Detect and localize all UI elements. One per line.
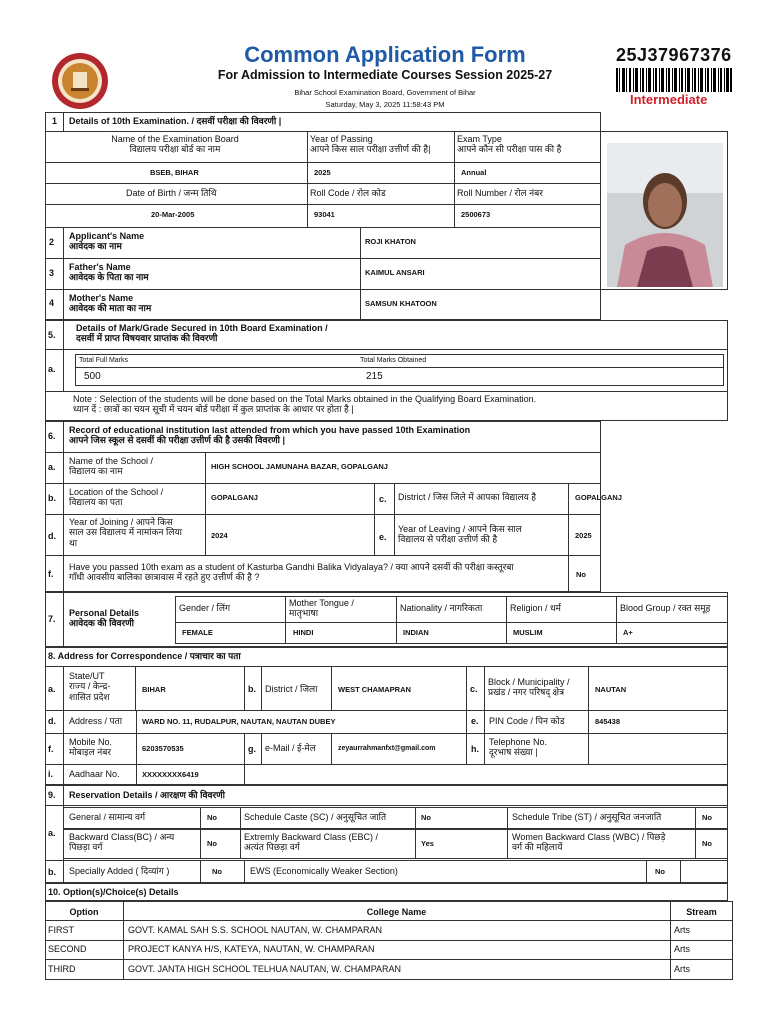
year-label-hi: आपने किस साल परीक्षा उत्तीर्ण की है| <box>310 144 431 155</box>
bc-label-2: पिछड़ा वर्ग <box>69 842 103 853</box>
section-7-number: 7. <box>48 614 56 624</box>
mobile-value: 6203570535 <box>142 744 184 753</box>
state-label-1: State/UT <box>69 671 105 681</box>
pin-label: PIN Code / पिन कोड <box>489 716 565 726</box>
section-6b-number: b. <box>48 493 56 503</box>
stream-tag: Intermediate <box>630 92 708 107</box>
school-name-label-hi: विद्यालय का नाम <box>69 466 123 477</box>
kgbv-label-2: गाँधी आवसीय बालिका छात्रावास में रहते हुए उत्तीर्ण की है ? <box>69 572 260 583</box>
section-9a-number: a. <box>48 828 56 838</box>
section-1-number: 1 <box>52 116 58 126</box>
sc-value: No <box>421 813 431 822</box>
applicant-name-label-hi: आवेदक का नाम <box>69 241 122 252</box>
ebc-label-2: अत्यंत पिछड़ा वर्ग <box>244 842 300 853</box>
year-of-leaving-label-1: Year of Leaving / आपने किस साल <box>398 524 522 534</box>
roll-code-value: 93041 <box>314 210 335 219</box>
application-number: 25J37967376 <box>616 45 732 65</box>
section-8b-number: b. <box>248 684 256 694</box>
father-name-label-en: Father's Name <box>69 262 131 272</box>
exam-type-label <box>457 134 561 155</box>
year-of-joining-label-1: Year of Joining / आपने किस <box>69 517 173 527</box>
total-obtained-label: Total Marks Obtained <box>360 357 427 364</box>
mother-tongue-value: HINDI <box>293 628 314 637</box>
year-value: 2025 <box>314 168 331 177</box>
option-row-3-option: THIRD <box>48 964 76 974</box>
barcode <box>616 68 732 92</box>
wbc-label-1: Women Backward Class (WBC) / पिछड़े <box>512 832 666 842</box>
mother-name-label-hi: आवेदक की माता का नाम <box>69 303 152 314</box>
section-8e-number: e. <box>471 716 479 726</box>
option-header: Option <box>69 907 99 917</box>
section-6a-number: a. <box>48 462 56 472</box>
applicant-name-value: ROJI KHATON <box>365 237 416 246</box>
block-label-1: Block / Municipality / <box>488 677 570 687</box>
section-6-title <box>69 425 470 446</box>
bc-label-1: Backward Class(BC) / अन्य <box>69 832 175 842</box>
section-8c-number: c. <box>470 684 478 694</box>
form-title: Common Application Form <box>244 42 526 67</box>
school-name-label-en: Name of the School / <box>69 456 154 466</box>
email-value: zeyaurrahmanfxt@gmail.com <box>338 745 436 752</box>
section-6f-number: f. <box>48 569 54 579</box>
school-district-value: GOPALGANJ <box>575 493 622 502</box>
mother-tongue-header: Mother Tongue / मातृभाषा <box>289 598 354 619</box>
option-row-2-option: SECOND <box>48 944 87 954</box>
kgbv-label <box>69 562 564 583</box>
st-value: No <box>702 813 712 822</box>
option-row-3-stream: Arts <box>674 964 691 974</box>
section-8g-number: g. <box>248 744 256 754</box>
year-of-leaving-value: 2025 <box>575 531 592 540</box>
block-value: NAUTAN <box>595 685 627 694</box>
religion-value: MUSLIM <box>513 628 543 637</box>
board-value: BSEB, BIHAR <box>150 168 199 177</box>
option-row-2-stream: Arts <box>674 944 691 954</box>
section-5-title <box>76 323 328 344</box>
section-5-title-en: Details of Mark/Grade Secured in 10th Board Examination / <box>76 323 328 333</box>
school-name-label <box>69 456 153 477</box>
dob-label: Date of Birth / जन्म तिथि <box>126 188 217 198</box>
section-4-number: 4 <box>49 298 55 308</box>
pin-value: 845438 <box>595 717 621 726</box>
block-label-2: प्रखंड / नगर परिषद् क्षेत्र <box>488 687 565 698</box>
wbc-label <box>512 832 665 853</box>
mother-name-label <box>69 293 151 314</box>
section-5-title-hi: दसवीं में प्राप्त विषयवार प्राप्तांक की विवरणी <box>76 333 218 344</box>
sc-label: Schedule Caste (SC) / अनुसूचित जाति <box>244 812 387 822</box>
section-8d-number: d. <box>48 716 56 726</box>
telephone-label <box>489 737 547 758</box>
board-label-hi: विद्यालय परीक्षा बोर्ड का नाम <box>129 144 221 155</box>
mother-name-label-en: Mother's Name <box>69 293 134 303</box>
father-name-label-hi: आवेदक के पिता का नाम <box>69 272 149 283</box>
disabled-label: Specially Added ( दिव्यांग ) <box>69 866 170 876</box>
section-5a-number: a. <box>48 364 56 374</box>
state-label <box>69 671 110 702</box>
section-8h-number: h. <box>471 744 479 754</box>
section-8f-number: f. <box>48 744 54 754</box>
state-label-2: राज्य / केन्द्र- <box>69 681 111 692</box>
section-9b-number: b. <box>48 867 56 877</box>
section-6e-number: e. <box>379 532 387 542</box>
applicant-name-label <box>69 231 144 252</box>
section-6c-number: c. <box>379 494 387 504</box>
school-name-value: HIGH SCHOOL JAMUNAHA BAZAR, GOPALGANJ <box>211 462 388 471</box>
section-1-title: Details of 10th Examination. / दसवीं परीक्षा की विवरणी | <box>69 116 282 126</box>
ews-label: EWS (Economically Weaker Section) <box>250 866 398 876</box>
section-5-number: 5. <box>48 330 56 340</box>
year-of-joining-label-2: साल उस विद्यालय में नामांकन लिया <box>69 527 183 538</box>
address-section-title: 8. Address for Correspondence / पत्राचार का पता <box>48 651 241 661</box>
roll-number-value: 2500673 <box>461 210 491 219</box>
block-label <box>488 677 570 698</box>
ebc-value: Yes <box>421 839 434 848</box>
school-location-label <box>69 487 163 508</box>
wbc-value: No <box>702 839 712 848</box>
exam-type-label-en: Exam Type <box>457 134 502 144</box>
section-6d-number: d. <box>48 531 56 541</box>
print-datetime: Saturday, May 3, 2025 11:58:43 PM <box>325 100 445 109</box>
blood-group-value: A+ <box>623 628 633 637</box>
gender-value: FEMALE <box>182 628 213 637</box>
section-2-number: 2 <box>49 237 55 247</box>
form-subtitle: For Admission to Intermediate Courses Session 2025-27 <box>217 68 553 82</box>
year-label-en: Year of Passing <box>310 134 373 144</box>
section-9-number: 9. <box>48 790 56 800</box>
year-of-joining-label-3: था <box>69 537 78 548</box>
ebc-label-1: Extremly Backward Class (EBC) / <box>244 832 379 842</box>
father-name-label <box>69 262 149 283</box>
board-label <box>62 134 288 155</box>
st-label: Schedule Tribe (ST) / अनुसूचित जनजाति <box>512 812 662 822</box>
personal-details-title <box>69 608 139 629</box>
reservation-title: Reservation Details / आरक्षण की विवरणी <box>69 790 225 800</box>
mobile-label-1: Mobile No. <box>69 737 113 747</box>
address-label: Address / पता <box>69 716 123 726</box>
option-row-2-college: PROJECT KANYA H/S, KATEYA, NAUTAN, W. CHAMPARAN <box>128 944 375 954</box>
school-district-label: District / जिस जिले में आपका विद्यालय है <box>398 492 537 502</box>
general-label: General / सामान्य वर्ग <box>69 812 146 822</box>
option-row-3-college: GOVT. JANTA HIGH SCHOOL TELHUA NAUTAN, W. CHAMPARAN <box>128 964 402 974</box>
dob-value: 20-Mar-2005 <box>151 210 195 219</box>
exam-type-label-hi: आपने कौन सी परीक्षा पास की है <box>457 144 562 155</box>
board-name: Bihar School Examination Board, Government of Bihar <box>294 88 476 97</box>
year-of-joining-value: 2024 <box>211 531 228 540</box>
personal-details-title-hi: आवेदक की विवरणी <box>69 618 134 629</box>
address-value: WARD NO. 11, RUDALPUR, NAUTAN, NAUTAN DUBEY <box>142 717 336 726</box>
wbc-label-2: वर्ग की महिलायें <box>512 842 563 853</box>
mobile-label <box>69 737 112 758</box>
section-3-number: 3 <box>49 268 55 278</box>
selection-note <box>73 394 536 415</box>
section-6-title-en: Record of educational institution last attended from which you have passed 10th Examination <box>69 425 471 435</box>
selection-note-hi: ध्यान दें : छात्रों का चयन सूची में चयन बोर्ड परीक्षा में कुल प्राप्तांक के आधार पर होता है | <box>73 404 354 415</box>
personal-details-title-en: Personal Details <box>69 608 140 618</box>
telephone-label-1: Telephone No. <box>489 737 548 747</box>
section-8i-number: i. <box>48 769 54 779</box>
disabled-value: No <box>212 867 222 876</box>
nationality-value: INDIAN <box>403 628 429 637</box>
father-name-value: KAIMUL ANSARI <box>365 268 425 277</box>
state-value: BIHAR <box>142 685 166 694</box>
option-row-1-option: FIRST <box>48 925 74 935</box>
exam-type-value: Annual <box>461 168 487 177</box>
general-value: No <box>207 813 217 822</box>
section-6-number: 6. <box>48 431 56 441</box>
year-of-joining-label <box>69 517 182 548</box>
option-row-1-college: GOVT. KAMAL SAH S.S. SCHOOL NAUTAN, W. CHAMPARAN <box>128 925 383 935</box>
roll-code-label: Roll Code / रोल कोड <box>310 188 386 198</box>
selection-note-en: Note : Selection of the students will be done based on the Total Marks obtained in the Qualifying Board Examination. <box>73 394 537 404</box>
kgbv-value: No <box>576 570 586 579</box>
gender-header: Gender / लिंग <box>179 603 231 613</box>
year-of-leaving-label-2: विद्यालय से परीक्षा उत्तीर्ण की है <box>398 534 498 545</box>
year-label <box>310 134 430 155</box>
school-location-label-hi: विद्यालय का पता <box>69 497 123 508</box>
option-row-1-stream: Arts <box>674 925 691 935</box>
mother-name-value: SAMSUN KHATOON <box>365 299 437 308</box>
state-label-3: शासित प्रदेश <box>69 691 110 702</box>
bc-value: No <box>207 839 217 848</box>
board-logo <box>51 52 109 110</box>
ews-value: No <box>655 867 665 876</box>
school-location-value: GOPALGANJ <box>211 493 258 502</box>
mobile-label-2: मोबाइल नंबर <box>69 747 112 758</box>
section-8a-number: a. <box>48 684 56 694</box>
bc-label <box>69 832 174 853</box>
section-6-title-hi: आपने जिस स्कूल से दसवीं की परीक्षा उत्तीर्ण की है उसकी विवरणी | <box>69 435 285 446</box>
stream-header: Stream <box>686 907 717 917</box>
email-label: e-Mail / ई-मेल <box>265 743 316 753</box>
applicant-name-label-en: Applicant's Name <box>69 231 145 241</box>
religion-header: Religion / धर्म <box>510 603 561 613</box>
total-full-marks-value: 500 <box>84 371 101 382</box>
ebc-label <box>244 832 378 853</box>
college-header: College Name <box>366 907 427 917</box>
telephone-label-2: दूरभाष संख्या | <box>489 747 538 758</box>
total-obtained-value: 215 <box>366 371 383 382</box>
year-of-leaving-label <box>398 524 522 545</box>
address-district-value: WEST CHAMAPRAN <box>338 685 411 694</box>
blood-group-header: Blood Group / रक्त समूह <box>620 603 711 613</box>
nationality-header: Nationality / नागरिकता <box>400 603 483 613</box>
applicant-photo <box>607 143 723 287</box>
aadhaar-value: XXXXXXXX6419 <box>142 770 199 779</box>
school-location-label-en: Location of the School / <box>69 487 164 497</box>
address-district-label: District / जिला <box>265 684 318 694</box>
options-title: 10. Option(s)/Choice(s) Details <box>48 887 179 897</box>
total-full-marks-label: Total Full Marks <box>79 357 129 364</box>
kgbv-label-1: Have you passed 10th exam as a student of Kasturba Gandhi Balika Vidyalaya? / क्या आपने दसवीं की परीक्षा कस्तूरबा <box>69 562 514 572</box>
aadhaar-label: Aadhaar No. <box>69 769 120 779</box>
roll-number-label: Roll Number / रोल नंबर <box>457 188 543 198</box>
board-label-en: Name of the Examination Board <box>111 134 239 144</box>
